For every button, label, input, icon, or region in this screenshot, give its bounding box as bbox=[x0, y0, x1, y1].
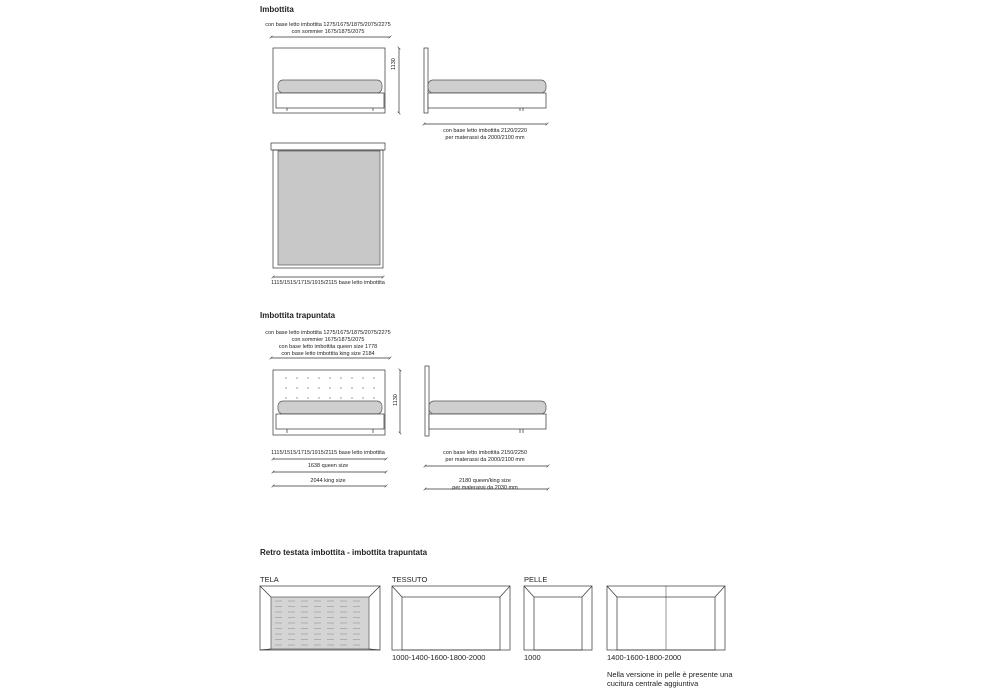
s1-height-label: 1130 bbox=[391, 58, 397, 70]
tuft-button bbox=[340, 377, 341, 378]
tuft-button bbox=[351, 397, 352, 398]
tela-panel bbox=[260, 586, 380, 650]
s2-king-caption: 2044 king size bbox=[310, 478, 346, 484]
s2-width-caption-2: con sommier 1675/1875/2075 bbox=[291, 337, 365, 343]
pelle-note-1: Nella versione in pelle è presente una bbox=[607, 670, 733, 679]
s2-width-caption-4: con base letto imbottita king size 2184 bbox=[281, 351, 375, 357]
tuft-button bbox=[318, 377, 319, 378]
s2-width-caption-3: con base letto imbottita queen size 1778 bbox=[278, 344, 378, 350]
tuft-button bbox=[318, 387, 319, 388]
pelle-note-2: cucitura centrale aggiuntiva bbox=[607, 679, 699, 688]
s2-height-label: 1130 bbox=[393, 394, 399, 406]
tuft-button bbox=[362, 377, 363, 378]
tuft-button bbox=[362, 397, 363, 398]
pelle-large-sizes: 1400-1600-1800-2000 bbox=[607, 653, 682, 662]
tuft-button bbox=[329, 397, 330, 398]
tuft-button bbox=[307, 377, 308, 378]
tessuto-panel bbox=[392, 586, 510, 650]
tuft-button bbox=[329, 377, 330, 378]
s1-width-caption-2: con sommier 1675/1875/2075 bbox=[291, 29, 365, 35]
s1-side-caption-1: con base letto imbottita 2120/2220 bbox=[442, 128, 528, 134]
s2-width-caption-1: con base letto imbottita 1275/1675/1875/2075/2275 bbox=[265, 330, 391, 336]
s2-inner-caption: 1115/1515/1715/1915/2115 base letto imbottita bbox=[271, 450, 385, 456]
tuft-button bbox=[318, 397, 319, 398]
pelle-sizes: 1000 bbox=[524, 653, 541, 662]
tuft-button bbox=[373, 387, 374, 388]
tuft-button bbox=[373, 397, 374, 398]
tuft-button bbox=[296, 377, 297, 378]
pelle-large-panel bbox=[607, 586, 725, 650]
tuft-button bbox=[285, 377, 286, 378]
s2-side-caption-4: per materassi da 2030 mm bbox=[452, 485, 518, 491]
s1-side-view bbox=[424, 48, 546, 113]
pelle-panel bbox=[524, 586, 592, 650]
section-title-retro-testata: Retro testata imbottita - imbottita trapuntata bbox=[260, 548, 428, 557]
pelle-label: PELLE bbox=[524, 575, 548, 584]
s1-width-caption-1: con base letto imbottita 1275/1675/1875/2075/2275 bbox=[265, 22, 391, 28]
tuft-button bbox=[340, 397, 341, 398]
tuft-button bbox=[351, 387, 352, 388]
tuft-button bbox=[296, 387, 297, 388]
s1-plan-caption: 1115/1515/1715/1915/2115 base letto imbottita bbox=[271, 280, 385, 286]
s2-side-view bbox=[425, 366, 546, 436]
s2-queen-caption: 1638 queen size bbox=[307, 463, 349, 469]
section-title-imbottita: Imbottita bbox=[260, 5, 294, 14]
tuft-button bbox=[340, 387, 341, 388]
s1-plan-view bbox=[271, 143, 385, 268]
tuft-button bbox=[373, 377, 374, 378]
s1-side-caption-2: per materassi da 2000/2100 mm bbox=[445, 135, 525, 141]
s2-side-caption-2: per materassi da 2000/2100 mm bbox=[445, 457, 525, 463]
s2-side-caption-3: 2180 queen/king size bbox=[459, 478, 511, 484]
tuft-button bbox=[307, 397, 308, 398]
s2-tufting-buttons bbox=[285, 377, 374, 398]
tessuto-sizes: 1000-1400-1600-1800-2000 bbox=[392, 653, 486, 662]
tuft-button bbox=[329, 387, 330, 388]
s2-side-caption-1: con base letto imbottita 2150/2250 bbox=[442, 450, 528, 456]
tuft-button bbox=[307, 387, 308, 388]
tuft-button bbox=[285, 397, 286, 398]
tessuto-label: TESSUTO bbox=[392, 575, 428, 584]
s2-front-view bbox=[273, 370, 385, 435]
tuft-button bbox=[285, 387, 286, 388]
s1-front-view bbox=[273, 48, 385, 113]
tela-label: TELA bbox=[260, 575, 279, 584]
tuft-button bbox=[351, 377, 352, 378]
tuft-button bbox=[362, 387, 363, 388]
tuft-button bbox=[296, 397, 297, 398]
section-title-imbottita-trapuntata: Imbottita trapuntata bbox=[260, 311, 336, 320]
